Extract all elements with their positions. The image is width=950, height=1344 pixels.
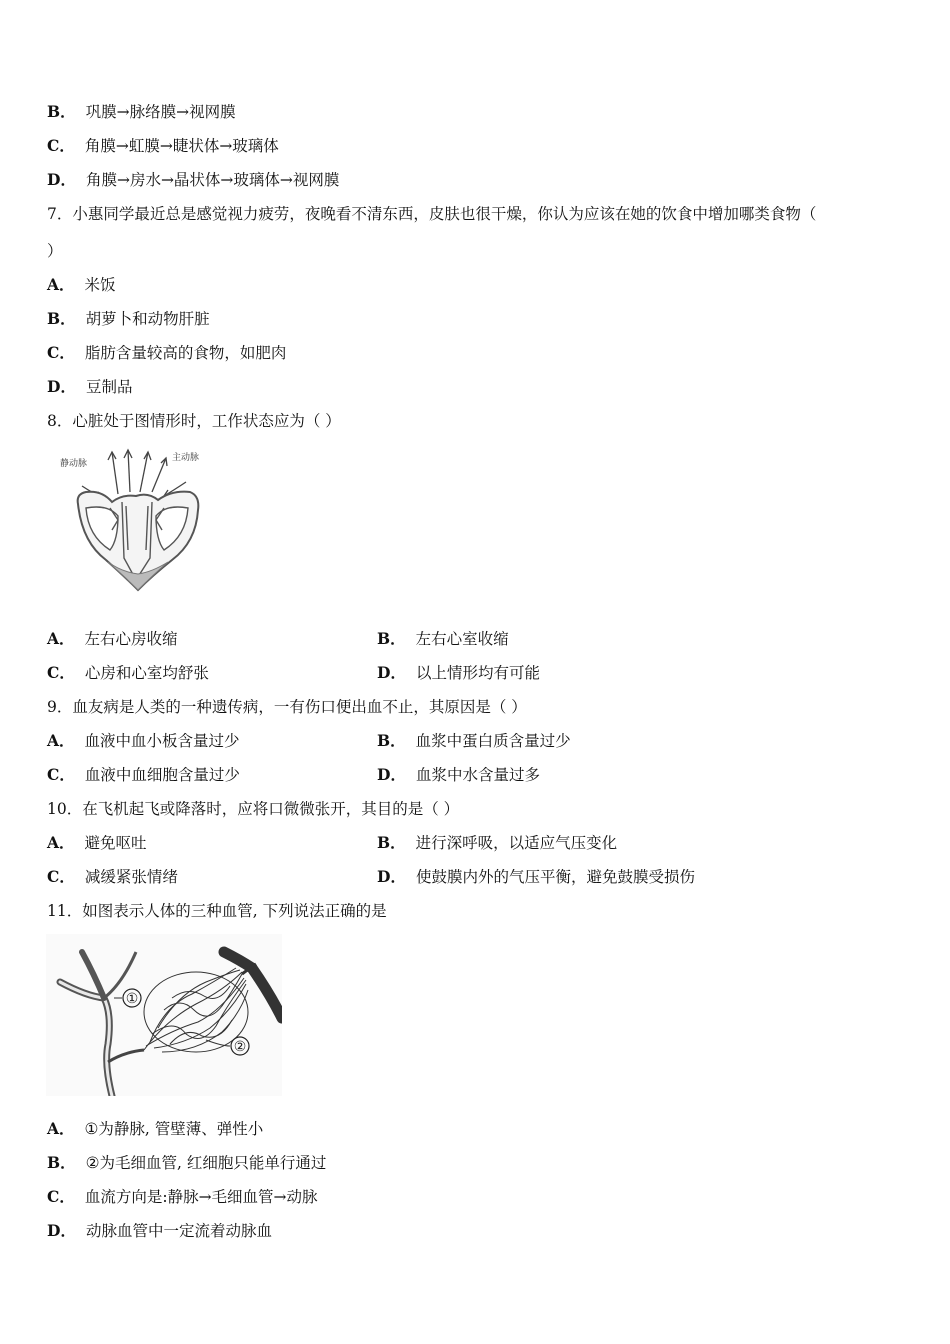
heart-label-left: 静动脉 — [60, 459, 88, 469]
q6-option-d: D． 角膜→房水→晶状体→玻璃体→视网膜 — [47, 170, 340, 189]
q10-option-c: C． 减缓紧张情绪 — [47, 867, 178, 886]
q7-option-d: D． 豆制品 — [47, 377, 133, 396]
heart-diagram — [52, 446, 222, 594]
q7-stem: 7．小惠同学最近总是感觉视力疲劳，夜晚看不清东西，皮肤也很干燥，你认为应该在她的饮食中增加哪类食物（ — [47, 205, 817, 223]
q7-option-b: B． 胡萝卜和动物肝脏 — [47, 309, 210, 328]
label-one: ① — [125, 991, 139, 1007]
q10-option-a: A． 避免呕吐 — [47, 833, 147, 852]
blood-vessel-diagram — [46, 934, 282, 1096]
q8-option-d: D． 以上情形均有可能 — [377, 663, 540, 682]
q11-stem: 11．如图表示人体的三种血管, 下列说法正确的是 — [47, 902, 387, 920]
label-two: ② — [233, 1039, 247, 1055]
q8-option-a: A． 左右心房收缩 — [47, 629, 178, 648]
q9-stem: 9．血友病是人类的一种遗传病，一有伤口便出血不止，其原因是（ ） — [47, 698, 527, 716]
q9-option-b: B． 血浆中蛋白质含量过少 — [377, 731, 571, 750]
q6-option-b: B． 巩膜→脉络膜→视网膜 — [47, 102, 236, 121]
q10-option-d: D． 使鼓膜内外的气压平衡，避免鼓膜受损伤 — [377, 867, 695, 886]
q10-option-b: B． 进行深呼吸，以适应气压变化 — [377, 833, 618, 852]
q11-option-b: B． ②为毛细血管, 红细胞只能单行通过 — [47, 1153, 327, 1172]
q7-stem-end: ） — [47, 242, 63, 260]
q11-option-a: A． ①为静脉, 管壁薄、弹性小 — [47, 1119, 264, 1138]
heart-label-right: 主动脉 — [172, 453, 200, 463]
q11-option-c: C． 血流方向是:静脉→毛细血管→动脉 — [47, 1187, 318, 1206]
q9-option-d: D． 血浆中水含量过多 — [377, 765, 540, 784]
q9-option-c: C． 血液中血细胞含量过少 — [47, 765, 240, 784]
q8-stem: 8．心脏处于图情形时，工作状态应为（ ） — [47, 412, 341, 430]
q7-option-a: A． 米饭 — [47, 275, 116, 294]
q8-option-b: B． 左右心室收缩 — [377, 629, 509, 648]
q9-option-a: A． 血液中血小板含量过少 — [47, 731, 240, 750]
q6-option-c: C． 角膜→虹膜→睫状体→玻璃体 — [47, 136, 279, 155]
q10-stem: 10．在飞机起飞或降落时，应将口微微张开，其目的是（ ） — [47, 800, 460, 818]
q8-option-c: C． 心房和心室均舒张 — [47, 663, 209, 682]
q11-option-d: D． 动脉血管中一定流着动脉血 — [47, 1221, 272, 1240]
q7-option-c: C． 脂肪含量较高的食物，如肥肉 — [47, 343, 287, 362]
